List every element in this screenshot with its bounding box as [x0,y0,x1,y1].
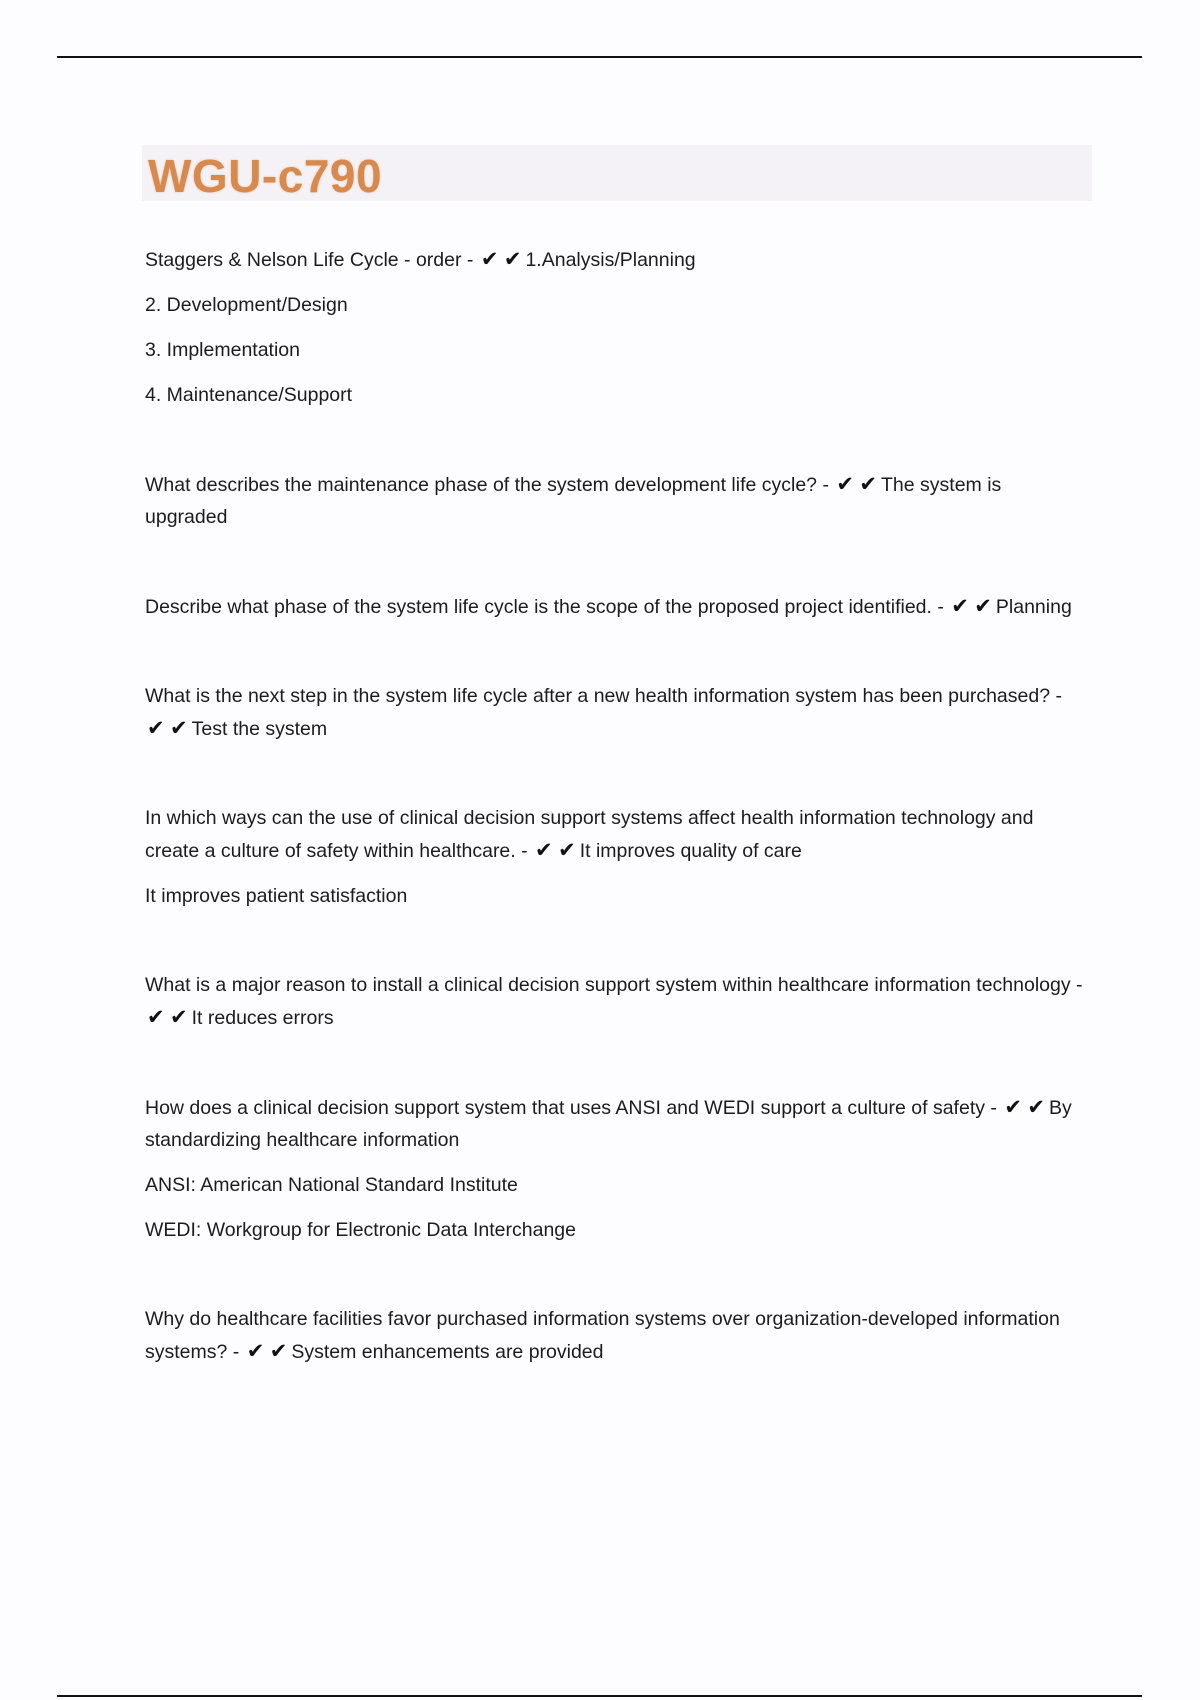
qa-item [145,590,1085,623]
check-icon: ✔ [1004,1095,1022,1119]
question-line [145,802,1085,867]
question-text: What describes the maintenance phase of the system development life cycle? - [145,474,829,496]
answer-extra-line: ANSI: American National Standard Institute [145,1174,518,1196]
answer-text: The system is upgraded [145,474,1002,528]
check-icon: ✔ [836,472,854,496]
qa-item [145,969,1085,1034]
question-text: Staggers & Nelson Life Cycle - order - [145,249,474,271]
answer-text: It reduces errors [191,1007,334,1029]
title-banner [142,145,1092,201]
question-text: What is a major reason to install a clinical decision support system within healthcare information technology - [145,974,1083,996]
question-line [145,969,1085,1034]
qa-list [145,243,1085,1425]
question-text: How does a clinical decision support system that uses ANSI and WEDI support a culture of safety - [145,1097,997,1119]
answer-text: Test the system [191,718,328,740]
qa-item [145,802,1085,912]
bottom-rule [57,1695,1142,1697]
check-icon: ✔ [170,1005,188,1029]
answer-text: It improves quality of care [579,840,802,862]
check-icon: ✔ [170,716,188,740]
check-icon: ✔ [951,594,969,618]
top-rule [57,56,1142,58]
check-icon: ✔ [558,838,576,862]
question-line [145,468,1085,533]
answer-extra-line: 3. Implementation [145,339,301,361]
check-icon: ✔ [503,247,522,271]
question-line [145,1303,1085,1368]
qa-item [145,680,1085,745]
check-icon: ✔ [1027,1095,1045,1119]
check-icon: ✔ [535,838,553,862]
answer-extra-line: It improves patient satisfaction [145,885,408,907]
question-text: Why do healthcare facilities favor purchased information systems over organization-developed information systems? - [145,1308,1060,1363]
answer-text: 1.Analysis/Planning [525,249,696,271]
question-text: Describe what phase of the system life cycle is the scope of the proposed project identified. - [145,596,944,618]
question-line [145,680,1085,745]
answer-text: System enhancements are provided [291,1341,604,1363]
answer-extra-line: 4. Maintenance/Support [145,384,353,406]
question-text: What is the next step in the system life cycle after a new health information system has been purchased? - [145,685,1062,707]
answer-text: By standardizing healthcare information [145,1097,1072,1151]
check-icon: ✔ [246,1339,265,1363]
check-icon: ✔ [147,1005,165,1029]
question-text: In which ways can the use of clinical decision support systems affect health information technology and create a culture of safety within healthcare. - [145,807,1034,862]
question-line [145,243,1085,276]
question-line [145,1091,1085,1156]
check-icon: ✔ [480,247,499,271]
qa-item [145,243,1085,411]
check-icon: ✔ [859,472,878,496]
qa-item [145,1091,1085,1246]
page-title: WGU-c790 [148,150,383,202]
answer-text: Planning [995,596,1072,618]
answer-extra-line: 2. Development/Design [145,294,348,316]
qa-item [145,1303,1085,1368]
check-icon: ✔ [147,716,165,740]
answer-extra-line: WEDI: Workgroup for Electronic Data Interchange [145,1219,576,1241]
qa-item [145,468,1085,533]
check-icon: ✔ [974,594,992,618]
question-line [145,590,1085,623]
check-icon: ✔ [269,1339,288,1363]
